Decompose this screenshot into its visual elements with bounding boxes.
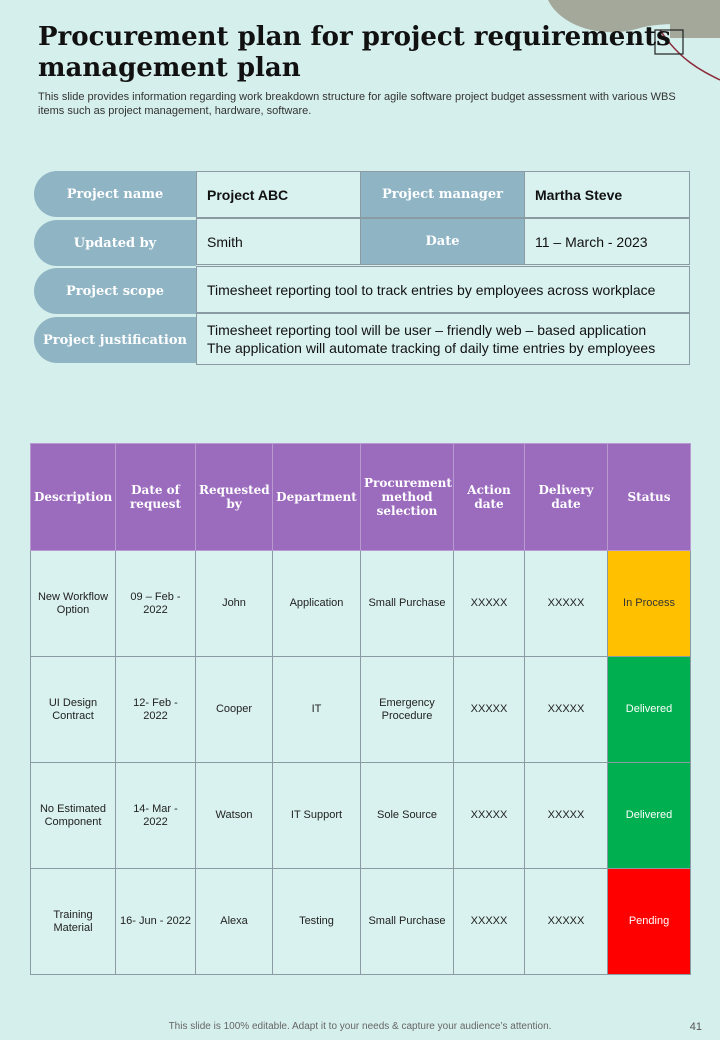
cell-date: 12- Feb - 2022 xyxy=(116,657,196,763)
project-scope-label: Project scope xyxy=(34,268,196,314)
header-department: Department xyxy=(273,444,361,551)
cell-requested-by: Cooper xyxy=(196,657,273,763)
header-action-date: Action date xyxy=(454,444,525,551)
project-scope-value: Timesheet reporting tool to track entries by employees across workplace xyxy=(196,266,690,313)
project-justification-label: Project justification xyxy=(34,317,196,363)
cell-action-date: XXXXX xyxy=(454,763,525,869)
cell-department: Application xyxy=(273,551,361,657)
cell-method: Small Purchase xyxy=(361,869,454,975)
cell-requested-by: John xyxy=(196,551,273,657)
project-name-label: Project name xyxy=(34,171,196,217)
justification-line-2: The application will automate tracking of daily time entries by employees xyxy=(207,340,656,356)
table-header-row xyxy=(31,444,691,551)
table-row xyxy=(31,551,691,657)
cell-date: 14- Mar - 2022 xyxy=(116,763,196,869)
updated-by-value: Smith xyxy=(196,218,361,265)
table-row xyxy=(31,763,691,869)
cell-method: Sole Source xyxy=(361,763,454,869)
table-row xyxy=(31,869,691,975)
page-subtitle: This slide provides information regarding work breakdown structure for agile software project budget assessment with various WBS items such as project management, hardware, software. xyxy=(38,91,676,117)
footer-note: This slide is 100% editable. Adapt it to your needs & capture your audience’s attention. xyxy=(168,1021,552,1032)
cell-method: Small Purchase xyxy=(361,551,454,657)
project-manager-value: Martha Steve xyxy=(524,171,690,218)
status-badge: Delivered xyxy=(608,763,691,869)
cell-requested-by: Watson xyxy=(196,763,273,869)
cell-action-date: XXXXX xyxy=(454,657,525,763)
status-badge: Delivered xyxy=(608,657,691,763)
project-manager-label: Project manager xyxy=(360,171,525,218)
header-date-of-request: Date of request xyxy=(116,444,196,551)
cell-date: 09 – Feb - 2022 xyxy=(116,551,196,657)
date-label: Date xyxy=(360,218,525,265)
header-description: Description xyxy=(31,444,116,551)
cell-action-date: XXXXX xyxy=(454,869,525,975)
cell-delivery-date: XXXXX xyxy=(525,657,608,763)
cell-method: Emergency Procedure xyxy=(361,657,454,763)
cell-department: IT Support xyxy=(273,763,361,869)
cell-department: IT xyxy=(273,657,361,763)
project-info-table xyxy=(34,171,690,366)
header-procurement-method: Procurement method selection xyxy=(361,444,454,551)
cell-delivery-date: XXXXX xyxy=(525,869,608,975)
cell-department: Testing xyxy=(273,869,361,975)
procurement-table xyxy=(30,443,691,975)
project-name-value: Project ABC xyxy=(196,171,361,218)
updated-by-label: Updated by xyxy=(34,220,196,266)
cell-description: No Estimated Component xyxy=(31,763,116,869)
cell-description: New Workflow Option xyxy=(31,551,116,657)
status-badge: Pending xyxy=(608,869,691,975)
cell-description: Training Material xyxy=(31,869,116,975)
header-delivery-date: Delivery date xyxy=(525,444,608,551)
header-requested-by: Requested by xyxy=(196,444,273,551)
cell-requested-by: Alexa xyxy=(196,869,273,975)
cell-delivery-date: XXXXX xyxy=(525,763,608,869)
status-badge: In Process xyxy=(608,551,691,657)
cell-action-date: XXXXX xyxy=(454,551,525,657)
header-status: Status xyxy=(608,444,691,551)
project-justification-value xyxy=(196,313,690,365)
cell-date: 16- Jun - 2022 xyxy=(116,869,196,975)
cell-description: UI Design Contract xyxy=(31,657,116,763)
page-title: Procurement plan for project requirements management plan xyxy=(38,22,671,83)
justification-line-1: Timesheet reporting tool will be user – friendly web – based application xyxy=(207,322,647,338)
cell-delivery-date: XXXXX xyxy=(525,551,608,657)
page-number: 41 xyxy=(689,1021,702,1033)
date-value: 11 – March - 2023 xyxy=(524,218,690,265)
table-row xyxy=(31,657,691,763)
